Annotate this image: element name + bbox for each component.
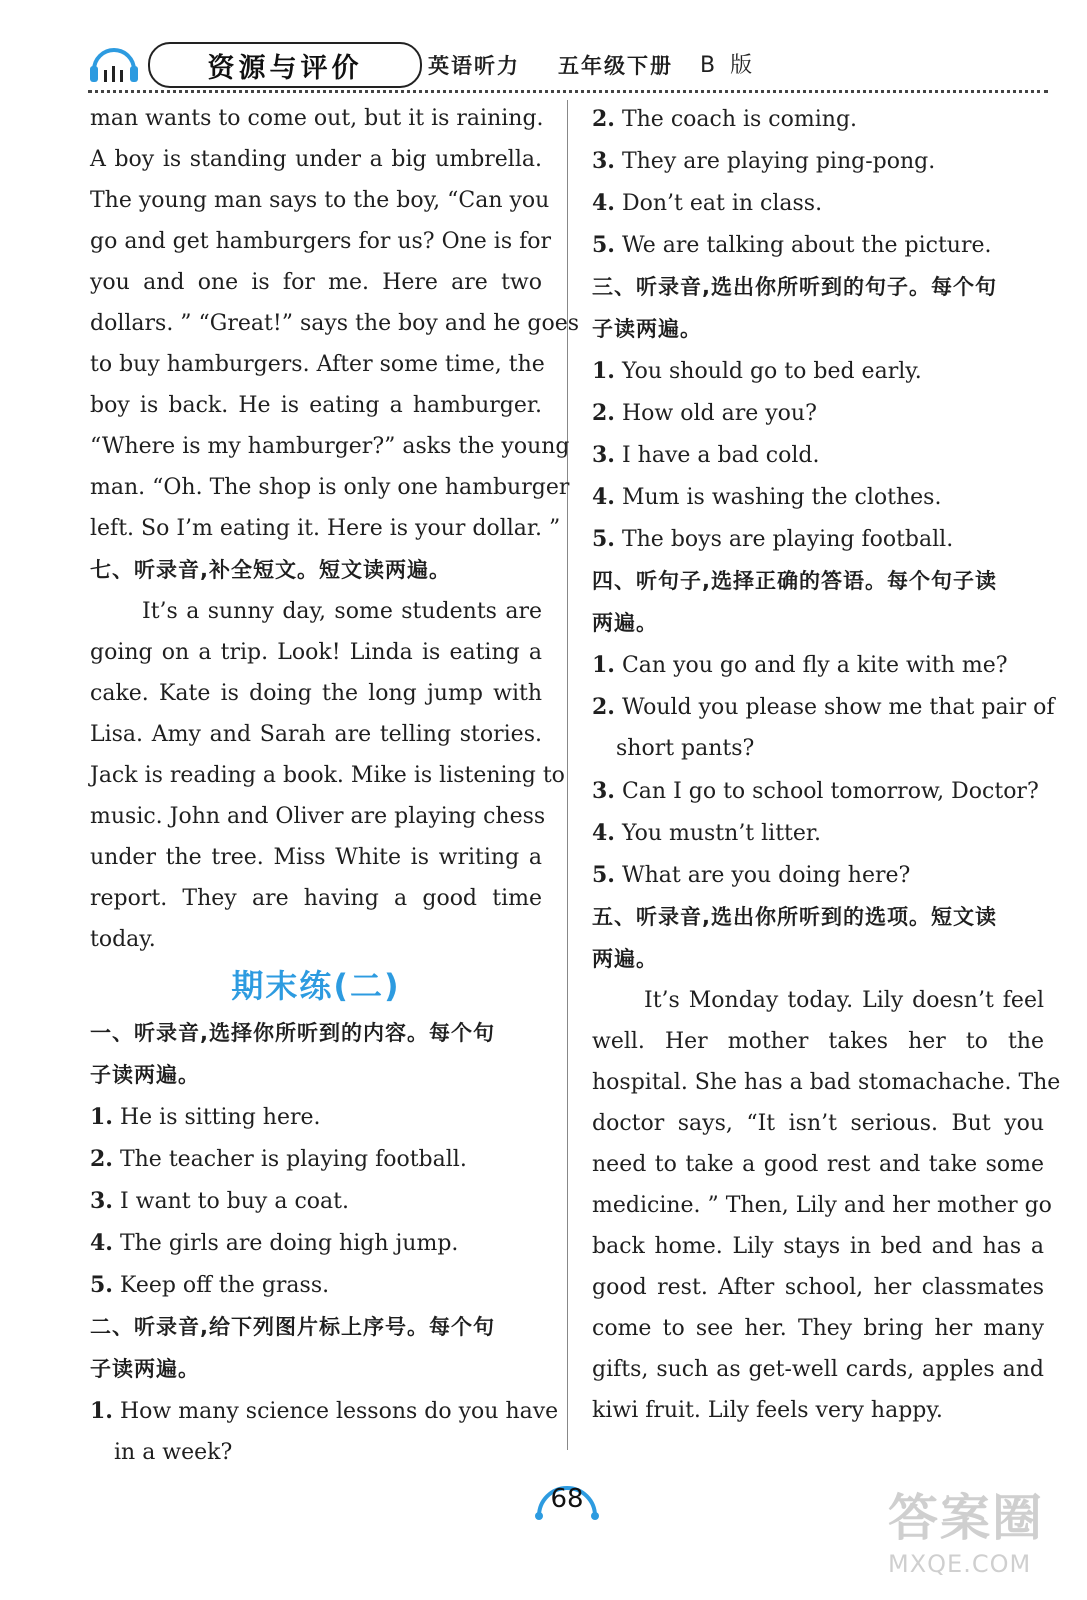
text-line: music. John and Oliver are playing chess <box>90 804 546 829</box>
section-2-heading-cont: 子读两遍。 <box>90 1357 200 1381</box>
list-item-cont: in a week? <box>114 1440 233 1465</box>
section-4-heading-cont: 两遍。 <box>592 611 658 635</box>
section-3-list <box>592 350 1044 560</box>
story-text <box>90 98 580 549</box>
list-item: 1. How many science lessons do you have <box>90 1398 559 1424</box>
section-1-heading-cont: 子读两遍。 <box>90 1063 200 1087</box>
list-item: 2. The coach is coming. <box>592 106 858 132</box>
list-item: 1. He is sitting here. <box>90 1104 321 1130</box>
text-line: dollars. ” “Great!” says the boy and he goes <box>90 311 580 336</box>
text-line: back home. Lily stays in bed and has a <box>592 1234 1044 1259</box>
list-item: 1. You should go to bed early. <box>592 358 922 384</box>
text-line: doctor says, “It isn’t serious. But you <box>592 1111 1044 1136</box>
text-line: today. <box>90 927 156 952</box>
text-line: to buy hamburgers. After some time, the <box>90 352 545 377</box>
list-item: 4. You mustn’t litter. <box>592 820 822 846</box>
text-line: going on a trip. Look! Linda is eating a <box>90 640 542 665</box>
page-number-text: 68 <box>550 1484 584 1514</box>
page-header <box>88 40 1078 92</box>
text-line: go and get hamburgers for us? One is for <box>90 229 552 254</box>
list-item: 2. How old are you? <box>592 400 817 426</box>
list-item: 5. Keep off the grass. <box>90 1272 330 1298</box>
text-line: A boy is standing under a big umbrella. <box>90 147 542 172</box>
section-5-passage <box>592 980 1061 1431</box>
list-item: 3. I want to buy a coat. <box>90 1188 349 1214</box>
left-column <box>90 98 580 1474</box>
text-line: under the tree. Miss White is writing a <box>90 845 542 870</box>
section-3-heading-cont: 子读两遍。 <box>592 317 702 341</box>
text-line: left. So I’m eating it. Here is your dollar. ” <box>90 516 561 541</box>
text-line: It’s a sunny day, some students are <box>142 599 542 624</box>
list-item: 5. We are talking about the picture. <box>592 232 992 258</box>
list-item: 5. What are you doing here? <box>592 862 911 888</box>
text-line: kiwi fruit. Lily feels very happy. <box>592 1398 943 1423</box>
text-line: report. They are having a good time <box>90 886 542 911</box>
section-4-list <box>592 644 1055 896</box>
page-number <box>531 1478 603 1520</box>
text-line: boy is back. He is eating a hamburger. <box>90 393 542 418</box>
list-item: 2. Would you please show me that pair of <box>592 694 1055 720</box>
text-line: cake. Kate is doing the long jump with <box>90 681 542 706</box>
list-item: 4. The girls are doing high jump. <box>90 1230 459 1256</box>
list-item: 5. The boys are playing football. <box>592 526 954 552</box>
subject-label: 英语听力 <box>428 54 520 78</box>
watermark <box>888 1478 1068 1590</box>
list-item: 4. Mum is washing the clothes. <box>592 484 942 510</box>
list-item: 4. Don’t eat in class. <box>592 190 823 216</box>
text-line: man wants to come out, but it is raining. <box>90 106 544 131</box>
list-item: 1. Can you go and fly a kite with me? <box>592 652 1008 678</box>
section-5-heading: 五、听录音,选出你所听到的选项。短文读 <box>592 905 997 929</box>
text-line: need to take a good rest and take some <box>592 1152 1044 1177</box>
text-line: hospital. She has a bad stomachache. The <box>592 1070 1061 1095</box>
text-line: “Where is my hamburger?” asks the young <box>90 434 570 459</box>
text-line: you and one is for me. Here are two <box>90 270 542 295</box>
text-line: man. “Oh. The shop is only one hamburger <box>90 475 570 500</box>
column-divider <box>567 100 568 1450</box>
text-line: well. Her mother takes her to the <box>592 1029 1044 1054</box>
header-divider <box>88 90 1048 93</box>
text-line: medicine. ” Then, Lily and her mother go <box>592 1193 1052 1218</box>
text-line: Lisa. Amy and Sarah are telling stories. <box>90 722 542 747</box>
section-2-heading: 二、听录音,给下列图片标上序号。每个句 <box>90 1315 495 1339</box>
section-1-heading: 一、听录音,选择你所听到的内容。每个句 <box>90 1021 495 1045</box>
right-column <box>592 98 1061 1431</box>
text-line: It’s Monday today. Lily doesn’t feel <box>644 988 1044 1013</box>
edition-label: B 版 <box>700 53 757 78</box>
headphones-icon <box>88 40 140 86</box>
section-2-list <box>592 98 1044 266</box>
exam-title: 期末练(二) <box>231 967 401 1005</box>
list-item: 3. I have a bad cold. <box>592 442 820 468</box>
list-item: 2. The teacher is playing football. <box>90 1146 467 1172</box>
list-item-cont: short pants? <box>616 736 755 761</box>
list-item: 3. Can I go to school tomorrow, Doctor? <box>592 778 1039 804</box>
text-line: come to see her. They bring her many <box>592 1316 1044 1341</box>
section-3-heading: 三、听录音,选出你所听到的句子。每个句 <box>592 275 997 299</box>
section-5-heading-cont: 两遍。 <box>592 947 658 971</box>
section-4-heading: 四、听句子,选择正确的答语。每个句子读 <box>592 569 997 593</box>
brand-title: 资源与评价 <box>148 42 422 88</box>
section-1-list <box>90 1096 542 1306</box>
watermark-logo: 答案圈 <box>888 1489 1044 1547</box>
text-line: The young man says to the boy, “Can you <box>90 188 550 213</box>
section-7-passage <box>90 591 565 960</box>
text-line: good rest. After school, her classmates <box>592 1275 1044 1300</box>
section-7-heading: 七、听录音,补全短文。短文读两遍。 <box>90 558 451 582</box>
text-line: Jack is reading a book. Mike is listening to <box>90 763 565 788</box>
watermark-url: MXQE.COM <box>888 1550 1032 1578</box>
list-item: 3. They are playing ping-pong. <box>592 148 936 174</box>
text-line: gifts, such as get-well cards, apples and <box>592 1357 1044 1382</box>
grade-label: 五年级下册 <box>558 54 673 78</box>
